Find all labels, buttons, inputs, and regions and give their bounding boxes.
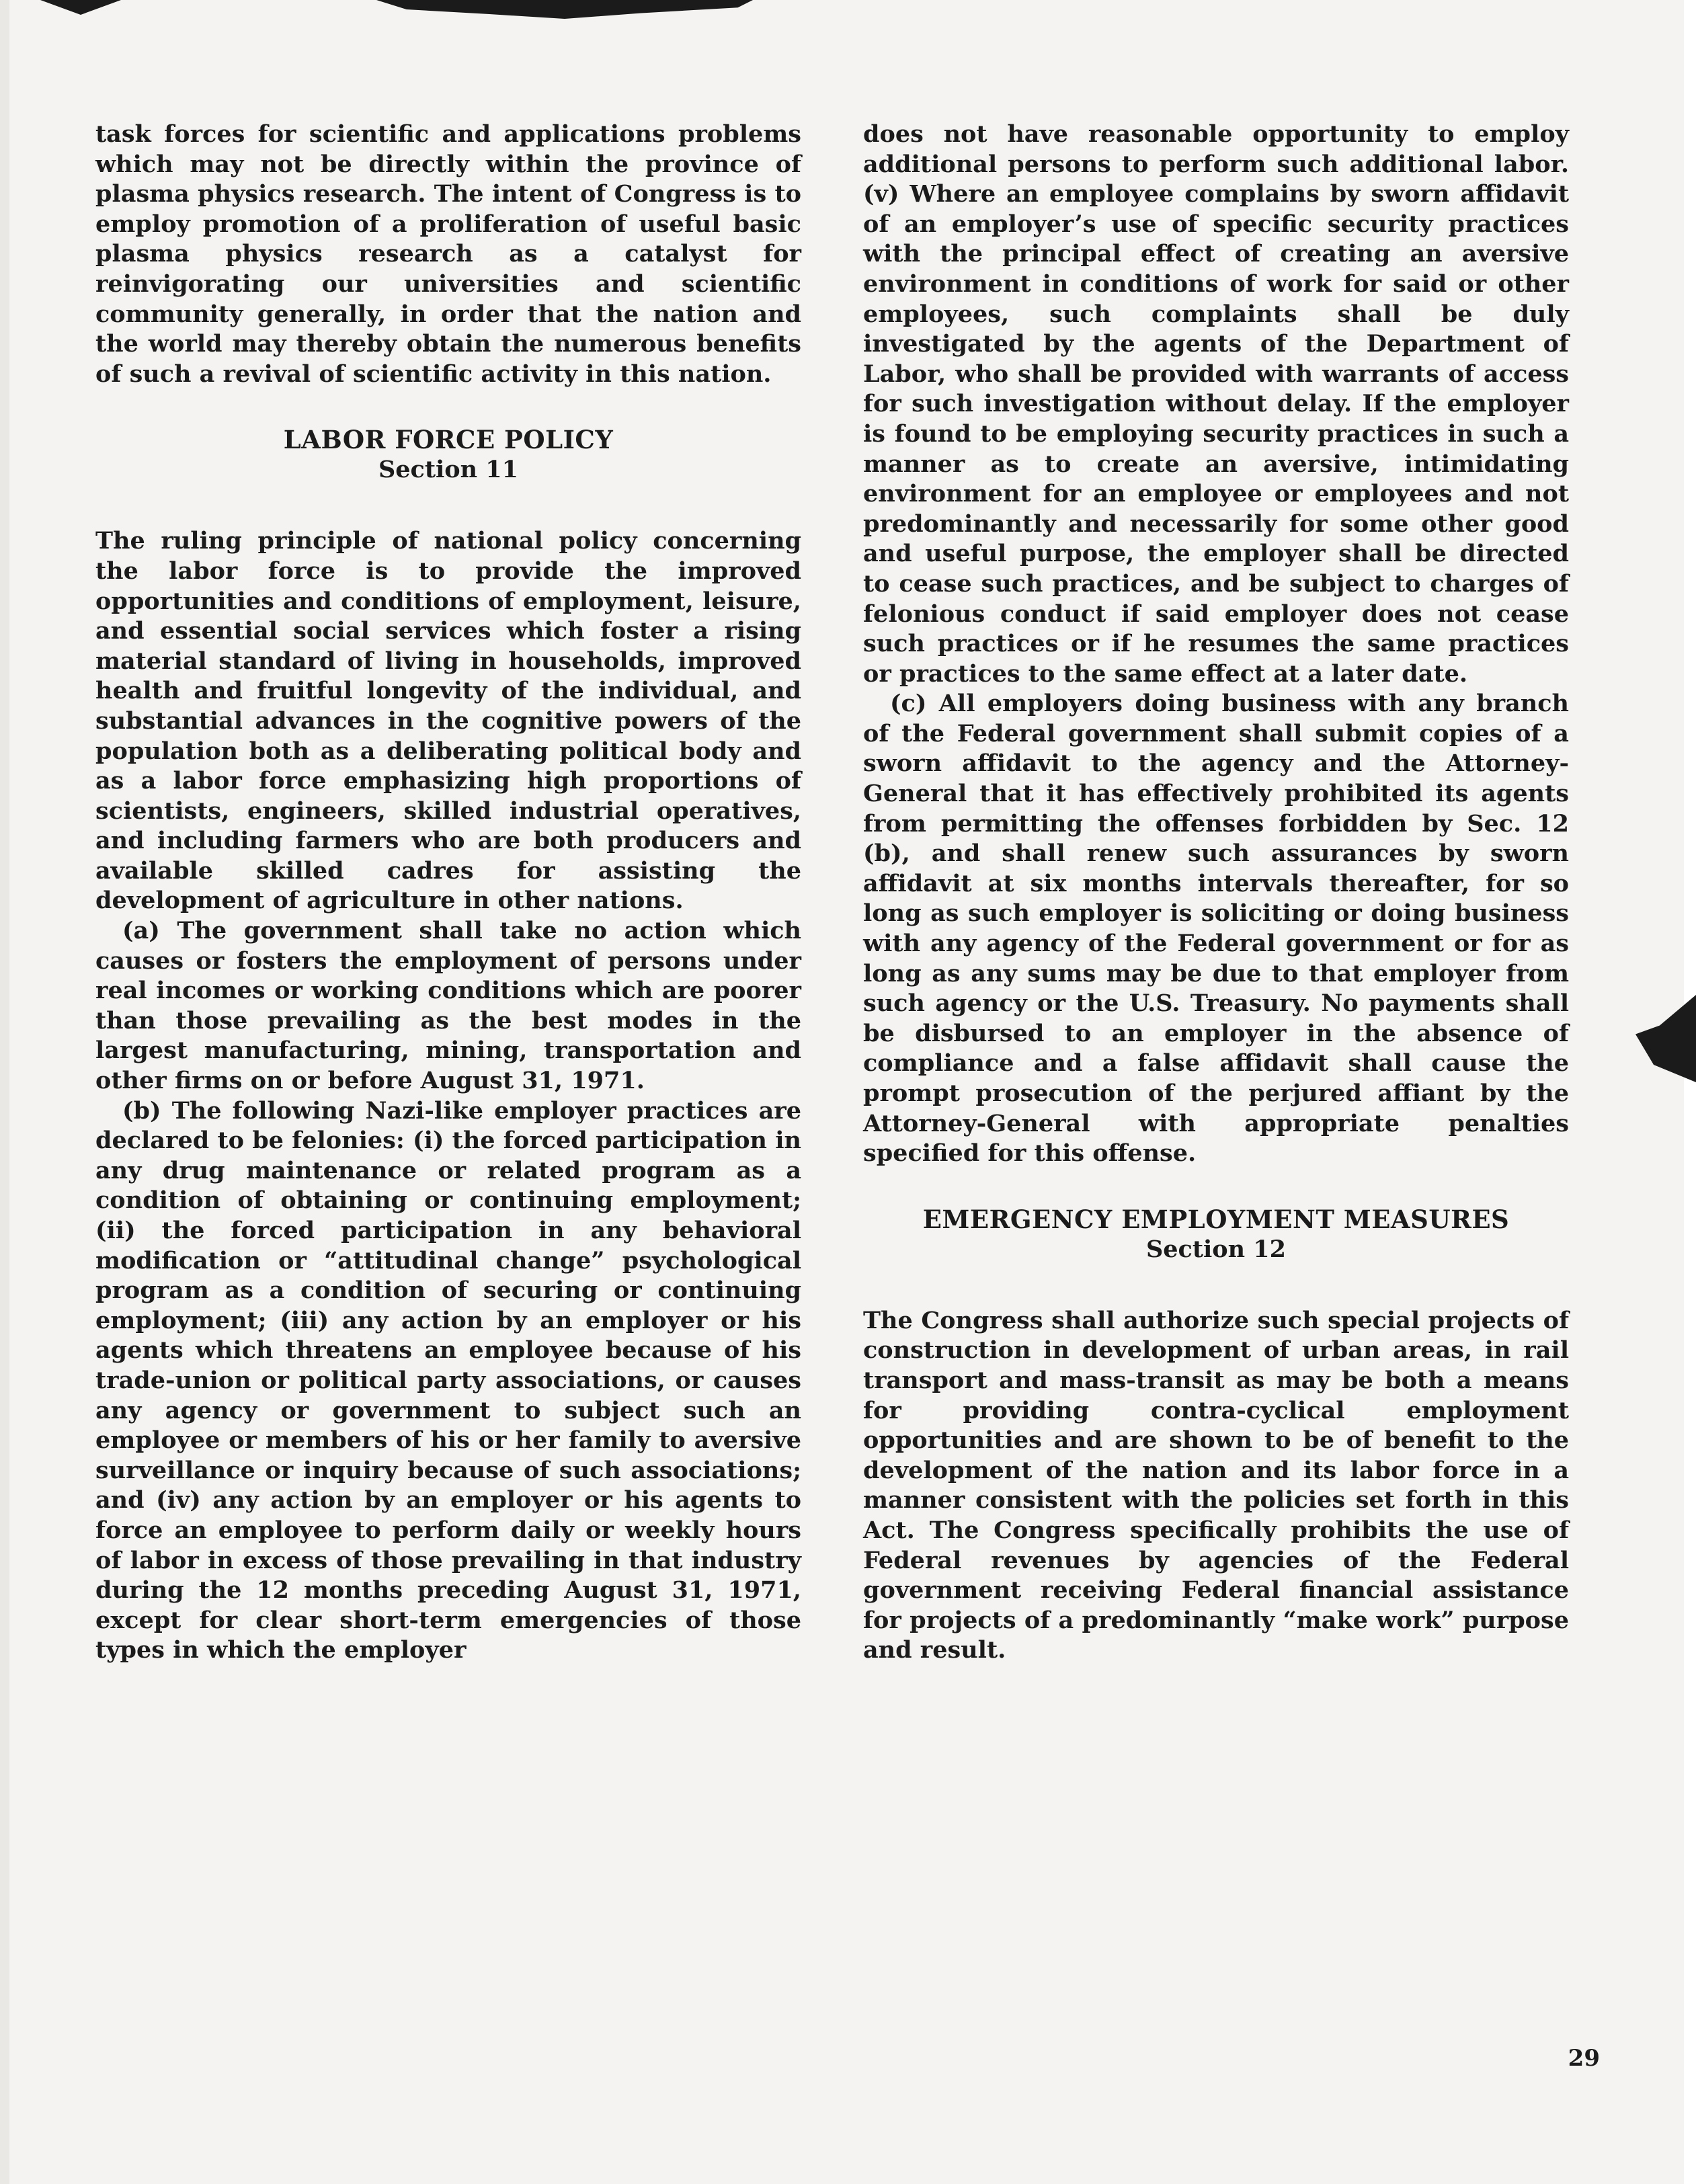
section-11-paragraph-1: The ruling principle of national policy concerning the labor force is to provide the improved opportunities and conditions of employment, leisure, and essential social services which foster a rising material standard of living in households, improved health and fruitful longevity of the individual, and substantial advances in the cognitive powers of the population both as a deliberating political body and as a labor force emphasizing high proportions of scientists, engineers, skilled industrial operatives, and including farmers who are both producers and available skilled cadres for assisting the development of agriculture in other nations. [95, 527, 801, 915]
continuation-paragraph: does not have reasonable opportunity to employ additional persons to perform such additional labor. (v) Where an employee complains by sworn affidavit of an employer’s use of specific security practices with the principal effect of creating an aversive environment in conditions of work for said or other employees, such complaints shall be duly investigated by the agents of the Department of Labor, who shall be provided with warrants of access for such investigation without delay. If the employer is found to be employing security practices in such a manner as to create an aversive, intimidating environment for an employee or employees and not predominantly and necessarily for some other good and useful purpose, the employer shall be directed to cease such practices, and be subject to charges of felonious conduct if said employer does not cease such practices or if he resumes the same practices or practices to the same effect at a later date. [863, 120, 1569, 688]
left-column [95, 120, 801, 1666]
scan-edge-left [0, 0, 9, 2184]
scan-edge-right [1684, 0, 1696, 2184]
page-number: 29 [1568, 2045, 1600, 2072]
section-11-heading [95, 424, 801, 485]
section-12-title: EMERGENCY EMPLOYMENT MEASURES [922, 1204, 1510, 1234]
section-11-paragraph-b: (b) The following Nazi-like employer practices are declared to be felonies: (i) the forced participation in any drug maintenance or related program as a condition of obtaining or continuing employment; (ii) the forced participation in any behavioral modification or “attitudinal change” psychological program as a condition of securing or continuing employment; (iii) any action by an employer or his agents which threatens an employee because of his trade-union or political party associations, or causes any agency or government to subject such an employee or members of his or her family to aversive surveillance or inquiry because of such associations; and (iv) any action by an employer or his agents to force an employee to perform daily or weekly hours of labor in excess of those prevailing in that industry during the 12 months preceding August 31, 1971, except for clear short-term emergencies of those types in which the employer [95, 1096, 801, 1664]
right-column [863, 120, 1569, 1666]
section-12-heading [863, 1204, 1569, 1264]
section-11-paragraph-a: (a) The government shall take no action which causes or fosters the employment of persons under real incomes or working conditions which are poorer than those prevailing as the best modes in the largest manufacturing, mining, transportation and other firms on or before August 31, 1971. [95, 917, 801, 1095]
intro-paragraph: task forces for scientific and applications problems which may not be directly within the province of plasma physics research. The intent of Congress is to employ promotion of a proliferation of useful basic plasma physics research as a catalyst for reinvigorating our universities and scientific community generally, in order that the nation and the world may thereby obtain the numerous benefits of such a revival of scientific activity in this nation. [95, 120, 801, 388]
scan-corner-mark [40, 0, 121, 15]
scan-right-tear [1636, 995, 1696, 1082]
section-11-paragraph-c: (c) All employers doing business with any branch of the Federal government shall submit copies of a sworn affidavit to the agency and the Attorney-General that it has effectively prohibited its agents from permitting the offenses forbidden by Sec. 12 (b), and shall renew such assurances by sworn affidavit at six months intervals thereafter, for so long as such employer is soliciting or doing business with any agency of the Federal government or for as long as any sums may be due to that employer from such agency or the U.S. Treasury. No payments shall be disbursed to an employer in the absence of compliance and a false affidavit shall cause the prompt prosecution of the perjured affiant by the Attorney-General with appropriate penalties specified for this offense. [863, 690, 1569, 1168]
section-11-title: LABOR FORCE POLICY [283, 425, 614, 455]
scan-top-tear [376, 0, 753, 19]
section-12-subtitle: Section 12 [1145, 1235, 1286, 1263]
section-12-paragraph-1: The Congress shall authorize such special projects of construction in development of urban areas, in rail transport and mass-transit as may be both a means for providing contra-cyclical employment opportunities and are shown to be of benefit to the development of the nation and its labor force in a manner consistent with the policies set forth in this Act. The Congress specifically prohibits the use of Federal revenues by agencies of the Federal government receiving Federal financial assistance for projects of a predominantly “make work” purpose and result. [863, 1306, 1569, 1664]
section-11-subtitle: Section 11 [378, 456, 518, 484]
